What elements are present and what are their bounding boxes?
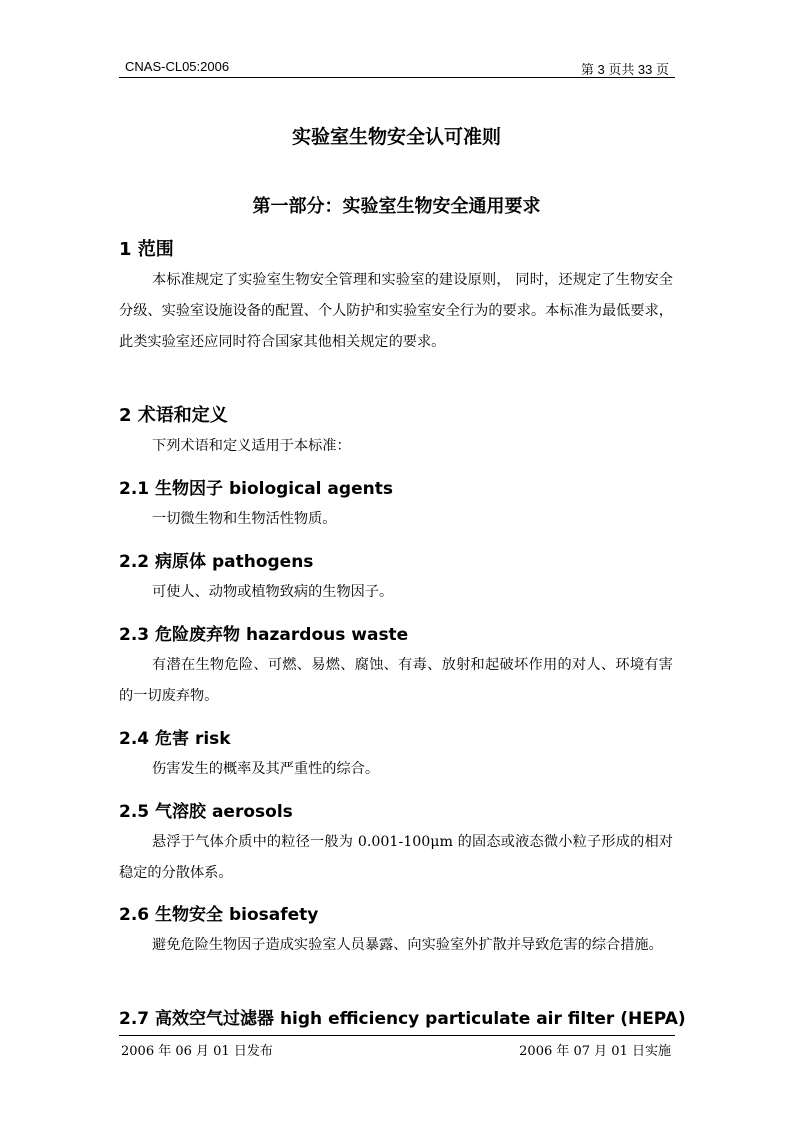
section-text-terms: 下列术语和定义适用于本标准：	[152, 438, 351, 454]
term-definition: 避免危险生物因子造成实验室人员暴露、向实验室外扩散并导致危害的综合措施。	[152, 937, 663, 953]
page-header	[119, 57, 675, 77]
term-definition: 悬浮于气体介质中的粒径一般为 0.001-100μm 的固态或液态微小粒子形成的相对稳定的分散体系。	[119, 834, 673, 881]
page-number: 第 3 页共 33 页	[580, 62, 669, 77]
term-heading: 2.6 生物安全 biosafety	[119, 905, 319, 925]
section-heading-scope: 1 范围	[119, 239, 174, 260]
section-text-scope: 本标准规定了实验室生物安全管理和实验室的建设原则， 同时，还规定了生物安全分级、实验室设施设备的配置、个人防护和实验室安全行为的要求。本标准为最低要求，此类实验室还应同时符合国家其他相关规定的要求。	[119, 272, 673, 350]
header-rule	[119, 77, 675, 78]
term-definition: 可使人、动物或植物致病的生物因子。	[152, 584, 394, 600]
term-heading: 2.1 生物因子 biological agents	[119, 479, 393, 499]
term-heading: 2.4 危害 risk	[119, 729, 231, 749]
term-heading: 2.2 病原体 pathogens	[119, 552, 314, 572]
issue-date: 2006 年 06 月 01 日发布	[121, 1044, 273, 1059]
term-definition: 一切微生物和生物活性物质。	[152, 511, 337, 527]
term-definition: 有潜在生物危险、可燃、易燃、腐蚀、有毒、放射和起破坏作用的对人、环境有害的一切废弃物。	[119, 657, 673, 704]
document-title: 实验室生物安全认可准则	[291, 126, 501, 148]
term-heading: 2.7 高效空气过滤器 high efficiency particulate air filter (HEPA)	[119, 1009, 686, 1029]
section-heading-terms: 2 术语和定义	[119, 405, 228, 426]
effective-date: 2006 年 07 月 01 日实施	[519, 1044, 671, 1059]
term-heading: 2.3 危险废弃物 hazardous waste	[119, 625, 409, 645]
doc-code: CNAS-CL05:2006	[125, 59, 230, 74]
part-title: 第一部分：实验室生物安全通用要求	[252, 196, 541, 217]
term-definition: 伤害发生的概率及其严重性的综合。	[152, 761, 380, 777]
footer-rule	[119, 1035, 675, 1036]
term-heading: 2.5 气溶胶 aerosols	[119, 802, 293, 822]
